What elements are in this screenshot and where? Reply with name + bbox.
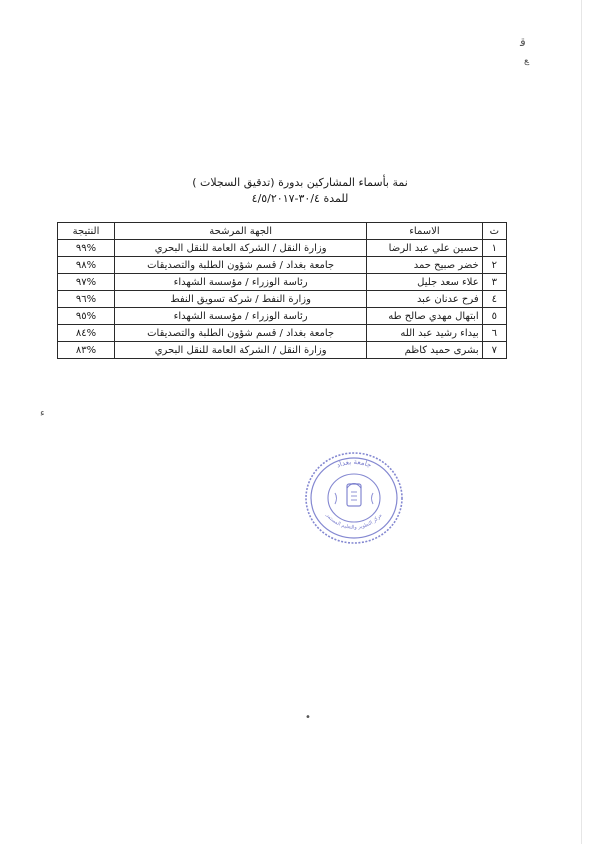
table-row xyxy=(58,291,507,308)
row-no: ٤ xyxy=(482,291,506,308)
row-result: %٩٦ xyxy=(58,291,115,308)
scan-speck: • xyxy=(305,712,311,723)
row-name: بشرى حميد كاظم xyxy=(367,342,482,359)
row-entity: رئاسة الوزراء / مؤسسة الشهداء xyxy=(115,308,367,325)
row-entity: وزارة النقل / الشركة العامة للنقل البحري xyxy=(115,342,367,359)
seal-ring-text: جامعة بغداد xyxy=(335,457,373,470)
scan-speck: ﻊ xyxy=(524,56,529,66)
row-no: ٦ xyxy=(482,325,506,342)
row-name: فرح عدنان عبد xyxy=(367,291,482,308)
header-name: الاسماء xyxy=(367,223,482,240)
row-name: ابتهال مهدي صالح طه xyxy=(367,308,482,325)
document-title: نمة بأسماء المشاركين بدورة (تدقيق السجلات ) xyxy=(192,176,408,189)
university-seal-stamp xyxy=(302,448,407,548)
table-row xyxy=(58,325,507,342)
row-name: علاء سعد جليل xyxy=(367,274,482,291)
document-period: للمدة ٣٠/٤-٤/٥/٢٠١٧ xyxy=(251,192,349,205)
row-name: حسين علي عبد الرضا xyxy=(367,240,482,257)
participants-table xyxy=(57,222,507,359)
page-edge-line xyxy=(581,0,582,844)
scan-speck: ﻗ xyxy=(520,35,526,49)
header-no: ت xyxy=(482,223,506,240)
seal-bottom-text: مركز التطوير والتعليم المستمر xyxy=(324,512,384,531)
table-header-row xyxy=(58,223,507,240)
row-result: %٨٣ xyxy=(58,342,115,359)
row-result: %٩٨ xyxy=(58,257,115,274)
row-result: %٩٧ xyxy=(58,274,115,291)
row-result: %٩٩ xyxy=(58,240,115,257)
row-entity: جامعة بغداد / قسم شؤون الطلبة والتصديقات xyxy=(115,325,367,342)
row-entity: رئاسة الوزراء / مؤسسة الشهداء xyxy=(115,274,367,291)
row-no: ٢ xyxy=(482,257,506,274)
table-row xyxy=(58,342,507,359)
row-no: ٣ xyxy=(482,274,506,291)
row-result: %٨٤ xyxy=(58,325,115,342)
row-name: خضر صبيح حمد xyxy=(367,257,482,274)
row-entity: وزارة النقل / الشركة العامة للنقل البحري xyxy=(115,240,367,257)
header-result: النتيجة xyxy=(58,223,115,240)
scan-speck: ء xyxy=(40,408,45,419)
table-row xyxy=(58,274,507,291)
row-result: %٩٥ xyxy=(58,308,115,325)
row-no: ١ xyxy=(482,240,506,257)
svg-text:مركز التطوير والتعليم المستمر xyxy=(324,512,383,531)
row-entity: وزارة النفط / شركة تسويق النفط xyxy=(115,291,367,308)
table-row xyxy=(58,257,507,274)
row-name: بيداء رشيد عبد الله xyxy=(367,325,482,342)
row-no: ٧ xyxy=(482,342,506,359)
header-entity: الجهة المرشحة xyxy=(115,223,367,240)
row-no: ٥ xyxy=(482,308,506,325)
table-row xyxy=(58,240,507,257)
table-row xyxy=(58,308,507,325)
row-entity: جامعة بغداد / قسم شؤون الطلبة والتصديقات xyxy=(115,257,367,274)
